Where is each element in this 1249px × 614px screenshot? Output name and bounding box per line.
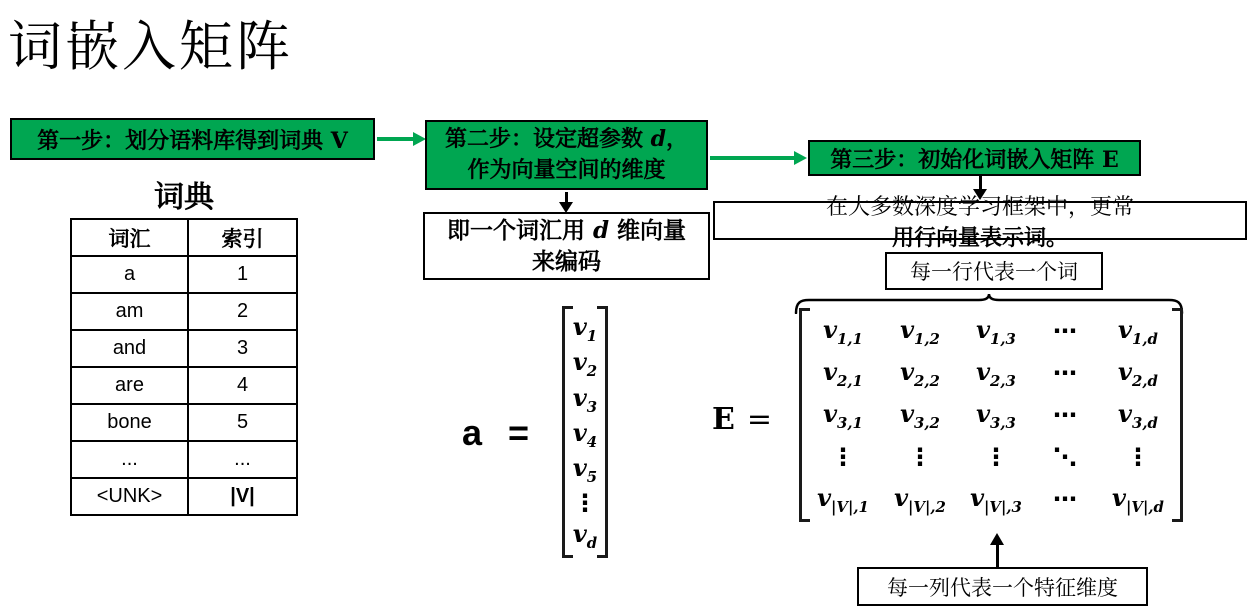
cell-word: bone <box>71 404 188 441</box>
page-title: 词嵌入矩阵 <box>8 15 293 78</box>
matrix-cell: $v_{1,d}$ <box>1118 314 1158 348</box>
equals-sign: = <box>508 412 530 453</box>
matrix-cell: $v_{3,3}$ <box>976 398 1016 432</box>
row-vector-note-box <box>713 193 1247 250</box>
table-row <box>71 256 297 293</box>
cell-index: 2 <box>188 293 297 330</box>
encode-note-line1: 即一个词汇用 <box>446 216 593 244</box>
cell-index: 1 <box>188 256 297 293</box>
cell-word: and <box>71 330 188 367</box>
table-row <box>71 367 297 404</box>
step1-box <box>10 118 375 160</box>
step3-label: 第三步：初始化词嵌入矩阵 <box>830 146 1102 173</box>
matrix-cell: $v_{3,1}$ <box>823 398 863 432</box>
vector-a: a <box>462 412 483 453</box>
table-header-row <box>71 219 297 256</box>
cell-word: are <box>71 367 188 404</box>
matrix-cell: $v_{|V|,3}$ <box>970 482 1022 516</box>
matrix-cell: $v_{1,1}$ <box>823 314 863 348</box>
cell-word: ... <box>71 441 188 478</box>
row-note-bold: 用行向量表示词。 <box>891 224 1068 250</box>
vdots-icon: ⋮ <box>984 443 1008 471</box>
vdots-icon: ⋮ <box>831 443 855 471</box>
encode-note-line1-suffix: 维向量 <box>609 216 687 244</box>
matrix-cell: $v_{|V|,1}$ <box>817 482 869 516</box>
step2-box <box>425 120 708 190</box>
matrix-E: E <box>712 402 735 437</box>
cell-index: |V| <box>188 478 297 515</box>
step2-line2: 作为向量空间的维度 <box>467 157 666 183</box>
vector-entry: $v_5$ <box>572 453 598 487</box>
arrow-right-head-icon <box>794 151 807 165</box>
matrix-cell: $v_{2,3}$ <box>976 356 1016 390</box>
matrix-cell: $v_{|V|,d}$ <box>1112 482 1164 516</box>
table-row <box>71 330 297 367</box>
arrow-right-icon <box>377 137 414 141</box>
matrix-cell: $v_{1,3}$ <box>976 314 1016 348</box>
cell-index: 5 <box>188 404 297 441</box>
cell-word: <UNK> <box>71 478 188 515</box>
matrix-cell: $v_{3,2}$ <box>900 398 940 432</box>
cell-index: 4 <box>188 367 297 404</box>
cdots-icon: ⋯ <box>1053 317 1077 345</box>
ddots-icon: ⋱ <box>1053 443 1077 471</box>
matrix-cell: $v_{3,d}$ <box>1118 398 1158 432</box>
symbol-d: d <box>592 216 610 244</box>
vector-entry: $v_4$ <box>572 417 598 451</box>
row-label: 每一行代表一个词 <box>910 261 1078 284</box>
vector-entry: $v_3$ <box>572 382 598 416</box>
matrix-cell: $v_{2,d}$ <box>1118 356 1158 390</box>
row-note-normal: 在大多数深度学习框架中，更常 <box>825 193 1134 219</box>
column-label-box <box>857 567 1148 606</box>
equals-sign: = <box>746 402 773 437</box>
column-vector <box>566 312 604 552</box>
vdots-icon: ⋮ <box>1126 443 1150 471</box>
symbol-d: d <box>650 126 667 153</box>
table-row <box>71 441 297 478</box>
vector-entry: $v_d$ <box>572 519 598 552</box>
vector-entry: $v_1$ <box>572 312 598 345</box>
column-header-word: 词汇 <box>71 219 188 256</box>
step3-box <box>808 140 1141 176</box>
encode-note-line2: 来编码 <box>532 248 601 275</box>
cdots-icon: ⋯ <box>1053 485 1077 513</box>
vdots-icon: ⋮ <box>908 443 932 471</box>
vdots-icon: ⋮ <box>573 488 597 517</box>
step2-line1-suffix: ， <box>666 126 689 153</box>
vector-entry: $v_2$ <box>572 347 598 381</box>
table-row <box>71 478 297 515</box>
cdots-icon: ⋯ <box>1053 359 1077 387</box>
cell-word: am <box>71 293 188 330</box>
arrow-up-icon <box>996 544 999 567</box>
symbol-E: E <box>1101 146 1119 173</box>
cdots-icon: ⋯ <box>1053 401 1077 429</box>
symbol-V: V <box>330 127 348 154</box>
matrix-cell: $v_{2,1}$ <box>823 356 863 390</box>
cell-word: a <box>71 256 188 293</box>
vector-lhs <box>462 412 529 454</box>
embedding-matrix <box>804 310 1180 520</box>
step1-label: 第一步：划分语料库得到词典 <box>37 127 331 154</box>
table-row <box>71 404 297 441</box>
matrix-lhs <box>712 402 772 437</box>
cell-index: 3 <box>188 330 297 367</box>
column-label: 每一列代表一个特征维度 <box>887 576 1118 600</box>
encode-note-box <box>423 212 710 280</box>
dictionary-heading: 词典 <box>154 180 214 215</box>
table-row <box>71 293 297 330</box>
column-header-index: 索引 <box>188 219 297 256</box>
cell-index: ... <box>188 441 297 478</box>
dictionary-table <box>70 218 298 516</box>
arrow-right-icon <box>710 156 795 160</box>
row-label-box <box>885 252 1103 290</box>
matrix-cell: $v_{|V|,2}$ <box>894 482 946 516</box>
matrix-cell: $v_{1,2}$ <box>900 314 940 348</box>
step2-line1: 第二步：设定超参数 <box>444 126 651 153</box>
arrow-down-icon <box>979 176 982 190</box>
matrix-cell: $v_{2,2}$ <box>900 356 940 390</box>
